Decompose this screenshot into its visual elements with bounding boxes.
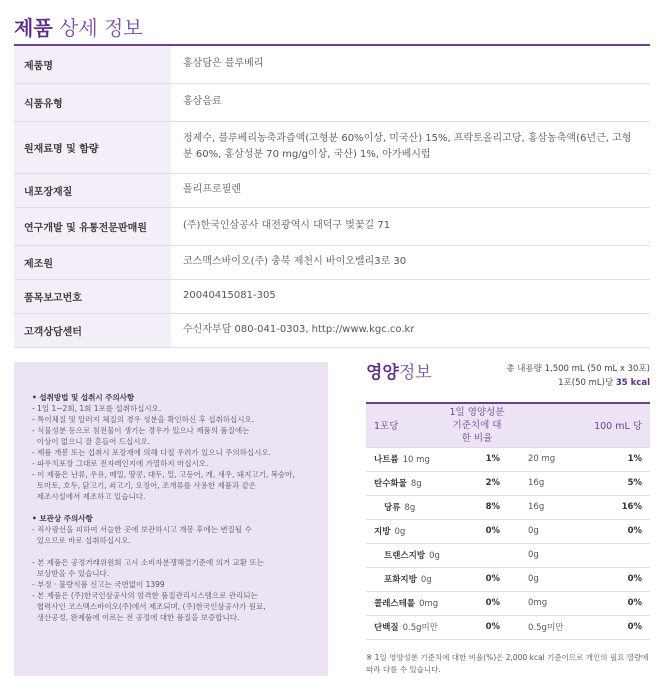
nutrient-name: [366, 591, 444, 615]
notice-line: - 제품 개봉 또는 섭취시 포장재에 의해 다칠 우려가 있으니 주의하십시오.: [32, 448, 272, 457]
nutrient-amount: 8g: [410, 479, 422, 489]
nutrition-row: [366, 471, 650, 495]
nutrition-row: [366, 519, 650, 543]
nutrition-row: [366, 567, 650, 591]
nutrient-label: 지방: [374, 527, 391, 537]
nutrient-amount-100ml: 16g: [520, 471, 597, 495]
nutrient-label: 탄수화물: [374, 479, 407, 489]
nutrition-row: [366, 591, 650, 615]
nutrient-amount: 0g: [429, 551, 440, 561]
nutrient-label: 콜레스테롤: [374, 599, 416, 609]
spec-label: 내포장재질: [14, 173, 171, 207]
nutrient-percent: 1%: [444, 447, 510, 471]
notice-line: [32, 546, 314, 557]
nutrient-percent-100ml: [597, 543, 650, 567]
spec-value: 20040415081-305: [171, 279, 650, 313]
nutrient-percent-100ml: 0%: [597, 567, 650, 591]
nutrient-percent: 8%: [444, 495, 510, 519]
nutrient-percent-100ml: 16%: [597, 495, 650, 519]
nutrient-percent-100ml: 5%: [597, 471, 650, 495]
nutrient-amount: 0g: [420, 575, 432, 585]
notice-line: - 특이체질 및 알러지 체질의 경우 성분을 확인하신 후 섭취하십시오.: [32, 415, 255, 424]
nutrient-name: [366, 447, 444, 471]
column-gap: [510, 543, 520, 567]
nutrient-amount-100ml: 0g: [520, 543, 597, 567]
nutrition-table: [366, 402, 650, 640]
spec-value: 정제수, 블루베리농축과즙액(고형분 60%이상, 미국산) 15%, 프락토올리고당, 홍삼농축액(6년근, 고형분 60%, 홍삼성분 70 mg/g이상, 국산) 1%, 아가베시럽: [171, 121, 650, 173]
nutrient-name: [366, 519, 444, 543]
spec-value: 코스맥스바이오(주) 충북 제천시 바이오밸리3로 30: [171, 245, 650, 279]
notice-line: - 본 제품은 (주)한국인삼공사의 엄격한 품질관리시스템으로 관리되는: [32, 591, 258, 600]
nutrient-amount-100ml: 0g: [520, 519, 597, 543]
nutrient-percent-100ml: 0%: [597, 591, 650, 615]
notice-line: - 직사광선을 피하여 서늘한 곳에 보관하시고 개봉 후에는 변질될 수: [32, 525, 252, 534]
nutrient-amount-100ml: 20 mg: [520, 447, 597, 471]
nutrient-amount-100ml: 16g: [520, 495, 597, 519]
column-gap: [510, 447, 520, 471]
notice-line: • 보관상 주의사항: [32, 514, 93, 523]
nutrient-label: 당류: [384, 503, 401, 513]
nutrient-amount: 0g: [394, 527, 406, 537]
nutrition-title: 영양정보: [366, 363, 432, 383]
notice-line: 생산공정, 완제품에 이르는 전 공정에 대한 품질을 보증합니다.: [32, 613, 240, 622]
spec-label: 제품명: [14, 45, 171, 83]
spec-label: 식품유형: [14, 83, 171, 121]
nutrient-name: [366, 543, 444, 567]
per-pack-calories: 1포(50 mL)당 35 kcal: [558, 378, 650, 388]
notice-line: 제조시설에서 제조하고 있습니다.: [32, 492, 146, 501]
nutrient-percent: 2%: [444, 471, 510, 495]
nutrient-amount-100ml: 0.5g미만: [520, 615, 597, 639]
nutrient-label: 포화지방: [384, 575, 417, 585]
nutrition-row: [366, 447, 650, 471]
product-spec-table: [14, 44, 650, 348]
caution-panel: [14, 362, 328, 676]
product-info-title: 제품 상세 정보: [14, 16, 143, 40]
total-volume: 총 내용량 1,500 mL (50 mL x 30포): [506, 364, 650, 374]
nutrient-amount: 10 mg: [402, 455, 430, 465]
nutrition-row: [366, 495, 650, 519]
notice-line: [32, 502, 314, 513]
nutrition-table-header: [366, 403, 650, 447]
nutrient-percent: 0%: [444, 591, 510, 615]
nutrient-label: 나트륨: [374, 455, 399, 465]
notice-line: - 부정 · 불량식품 신고는 국번없이 1399: [32, 580, 165, 589]
spec-label: 품목보고번호: [14, 279, 171, 313]
column-gap: [510, 615, 520, 639]
spec-label: 제조원: [14, 245, 171, 279]
nutrient-percent-100ml: 1%: [597, 447, 650, 471]
spec-row: [14, 245, 650, 279]
header-per-pack: 1포당: [366, 403, 444, 447]
notice-line: 보상받을 수 있습니다.: [32, 569, 110, 578]
nutrient-name: [366, 471, 444, 495]
nutrient-label: 단백질: [374, 623, 399, 633]
notice-line: - 이 제품은 난류, 우유, 메밀, 땅콩, 대두, 밀, 고등어, 게, 새우, 돼지고기, 복숭아,: [32, 470, 295, 479]
nutrient-percent: 0%: [444, 519, 510, 543]
spec-value: 홍삼음료: [171, 83, 650, 121]
nutrient-percent: 0%: [444, 615, 510, 639]
column-gap: [510, 519, 520, 543]
nutrient-amount: 8g: [404, 503, 416, 513]
spec-row: [14, 279, 650, 313]
spec-row: [14, 173, 650, 207]
nutrition-footnote: ※ 1일 영양성분 기준치에 대한 비율(%)은 2,000 kcal 기준이므로 개인의 필요 열량에 따라 다를 수 있습니다.: [366, 653, 649, 674]
spec-row: [14, 207, 650, 245]
spec-row: [14, 45, 650, 83]
spec-label: 연구개발 및 유통전문판매원: [14, 207, 171, 245]
nutrient-amount: 0.5g미만: [402, 623, 438, 633]
header-per-100ml: 100 mL 당: [520, 403, 650, 447]
spec-value: 홍삼담은 블루베리: [171, 45, 650, 83]
nutrition-row: [366, 543, 650, 567]
nutrient-percent: [444, 543, 510, 567]
notice-line: - 파우치포장 그대로 전자레인지에 가열하지 마십시오.: [32, 459, 209, 468]
notice-line: 협력사인 코스맥스바이오(주)에서 제조되며, (주)한국인삼공사가 원료,: [32, 602, 266, 611]
notice-line: 이상이 없으니 잘 흔들어 드십시오.: [32, 437, 151, 446]
column-gap: [510, 567, 520, 591]
nutrition-summary: [506, 362, 650, 390]
column-gap: [510, 495, 520, 519]
spec-label: 원재료명 및 함량: [14, 121, 171, 173]
nutrient-amount-100ml: 0mg: [520, 591, 597, 615]
spec-value: 폴리프로필렌: [171, 173, 650, 207]
nutrient-label: 트랜스지방: [384, 551, 426, 561]
notice-line: 있으므로 바로 섭취하십시오.: [32, 536, 131, 545]
notice-line: • 섭취방법 및 섭취시 주의사항: [32, 393, 135, 402]
nutrient-amount: 0mg: [419, 599, 439, 609]
nutrition-section: [366, 358, 650, 633]
nutrition-row: [366, 615, 650, 639]
nutrient-percent-100ml: 0%: [597, 615, 650, 639]
spec-row: [14, 313, 650, 347]
header-daily-ratio: 1일 영양성분 기준치에 대한 비율: [444, 403, 510, 447]
column-gap: [510, 471, 520, 495]
nutrient-amount-100ml: 0g: [520, 567, 597, 591]
nutrient-percent: 0%: [444, 567, 510, 591]
nutrient-name: [366, 615, 444, 639]
notice-line: - 식물성분 등으로 침전물이 생기는 경우가 있으나 제품의 품질에는: [32, 426, 250, 435]
spec-row: [14, 121, 650, 173]
nutrient-name: [366, 495, 444, 519]
notice-line: - 1일 1~2회, 1회 1포를 섭취하십시오.: [32, 404, 162, 413]
nutrient-percent-100ml: 0%: [597, 519, 650, 543]
spec-label: 고객상담센터: [14, 313, 171, 347]
column-gap: [510, 591, 520, 615]
spec-value: 수신자부담 080-041-0303, http://www.kgc.co.kr: [171, 313, 650, 347]
notice-line: 토마토, 호두, 닭고기, 쇠고기, 오징어, 조개류를 사용한 제품과 같은: [32, 481, 257, 490]
spec-row: [14, 83, 650, 121]
spec-value: (주)한국인삼공사 대전광역시 대덕구 벚꽃길 71: [171, 207, 650, 245]
notice-line: - 본 제품은 공정거래위원회 고시 소비자분쟁해결기준에 의거 교환 또는: [32, 558, 264, 567]
nutrient-name: [366, 567, 444, 591]
